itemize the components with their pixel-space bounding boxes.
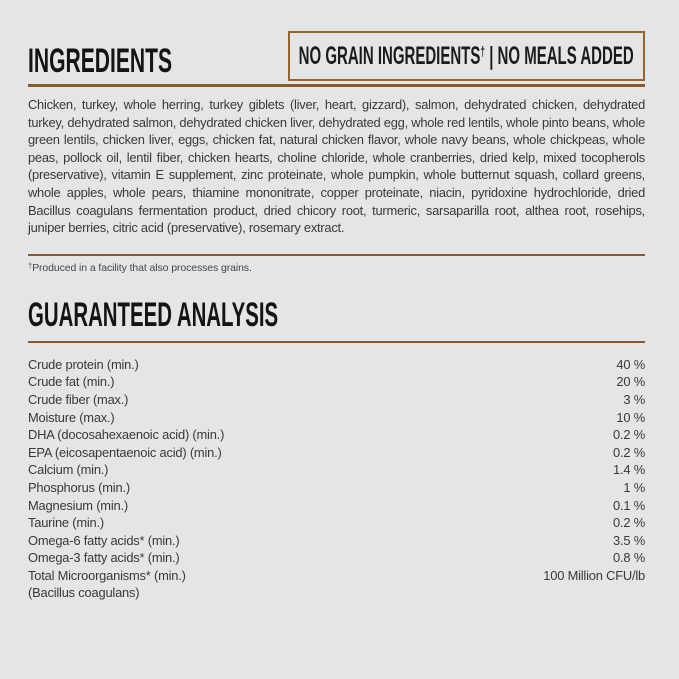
analysis-row xyxy=(28,409,645,427)
analysis-row-label: Crude protein (min.) xyxy=(28,356,139,372)
analysis-row-label: DHA (docosahexaenoic acid) (min.) xyxy=(28,427,225,443)
no-grain-badge-text xyxy=(299,42,634,71)
analysis-row-label: Total Microorganisms* (min.) xyxy=(28,567,186,583)
analysis-row-value: 0.1 % xyxy=(613,497,645,513)
analysis-row-value: 0.2 % xyxy=(613,444,645,460)
analysis-row-value: 3 % xyxy=(623,391,645,407)
analysis-row-label: Magnesium (min.) xyxy=(28,497,128,513)
analysis-row-label: (Bacillus coagulans) xyxy=(28,585,140,601)
analysis-row-value: 1.4 % xyxy=(613,462,645,478)
analysis-row-value: 100 Million CFU/lb xyxy=(543,567,645,583)
badge-left-text: NO GRAIN INGREDIENTS xyxy=(298,41,481,70)
divider-under-ingredients-header xyxy=(28,84,645,87)
ingredients-header-row xyxy=(28,31,645,81)
analysis-row-value: 3.5 % xyxy=(613,532,645,548)
analysis-row-label: Crude fat (min.) xyxy=(28,374,115,390)
analysis-row-value: 0.2 % xyxy=(613,427,645,443)
footnote-dagger: † xyxy=(28,260,33,270)
analysis-row-label: Taurine (min.) xyxy=(28,515,104,531)
analysis-row xyxy=(28,549,645,567)
guaranteed-analysis-title: GUARANTEED ANALYSIS xyxy=(28,295,279,334)
analysis-row-value: 0.2 % xyxy=(613,515,645,531)
analysis-row-value: 0.8 % xyxy=(613,550,645,566)
analysis-row-label: Calcium (min.) xyxy=(28,462,109,478)
analysis-row xyxy=(28,479,645,497)
analysis-row xyxy=(28,426,645,444)
grain-facility-footnote xyxy=(28,261,645,274)
analysis-row-label: Crude fiber (max.) xyxy=(28,391,129,407)
analysis-row-label: Phosphorus (min.) xyxy=(28,479,130,495)
badge-dagger: † xyxy=(480,42,486,59)
analysis-row-label: EPA (eicosapentaenoic acid) (min.) xyxy=(28,444,222,460)
analysis-row-value: 40 % xyxy=(616,356,645,372)
analysis-row-label: Omega-3 fatty acids* (min.) xyxy=(28,550,180,566)
analysis-row xyxy=(28,567,645,585)
analysis-row xyxy=(28,356,645,374)
analysis-row-label: Moisture (max.) xyxy=(28,409,115,425)
analysis-row-label: Omega-6 fatty acids* (min.) xyxy=(28,532,180,548)
analysis-row xyxy=(28,373,645,391)
badge-right-text: | NO MEALS ADDED xyxy=(485,41,635,70)
analysis-row xyxy=(28,391,645,409)
analysis-row xyxy=(28,444,645,462)
ingredients-title: INGREDIENTS xyxy=(28,41,173,80)
no-grain-badge xyxy=(288,31,645,81)
analysis-row-value: 20 % xyxy=(616,374,645,390)
analysis-row xyxy=(28,584,645,602)
analysis-row xyxy=(28,461,645,479)
analysis-row xyxy=(28,532,645,550)
divider-under-analysis-title xyxy=(28,341,645,343)
pet-food-label-panel xyxy=(0,31,679,679)
analysis-row-value: 1 % xyxy=(623,479,645,495)
ingredients-list-text: Chicken, turkey, whole herring, turkey giblets (liver, heart, gizzard), salmon, dehydrated chicken, dehydrated turkey, dehydrated salmon, dehydrated chicken liver, dehydrated egg, whole red lentils, whole pinto beans, whole green lentils, chicken liver, eggs, chicken fat, natural chicken flavor, whole navy beans, whole chickpeas, whole peas, pollock oil, lentil fiber, chicken hearts, choline chloride, whole cranberries, dried kelp, mixed tocopherols (preservative), vitamin E supplement, zinc proteinate, whole pumpkin, whole butternut squash, collard greens, whole apples, whole pears, thiamine mononitrate, copper proteinate, niacin, pyridoxine hydrochloride, dried Bacillus coagulans fermentation product, dried chicory root, turmeric, sarsaparilla root, althea root, rosehips, juniper berries, citric acid (preservative), rosemary extract. xyxy=(28,97,645,236)
analysis-row-value: 10 % xyxy=(616,409,645,425)
analysis-row xyxy=(28,497,645,515)
analysis-row xyxy=(28,514,645,532)
divider-above-footnote xyxy=(28,254,645,256)
guaranteed-analysis-table xyxy=(28,356,645,602)
footnote-text: Produced in a facility that also processes grains. xyxy=(32,261,252,274)
